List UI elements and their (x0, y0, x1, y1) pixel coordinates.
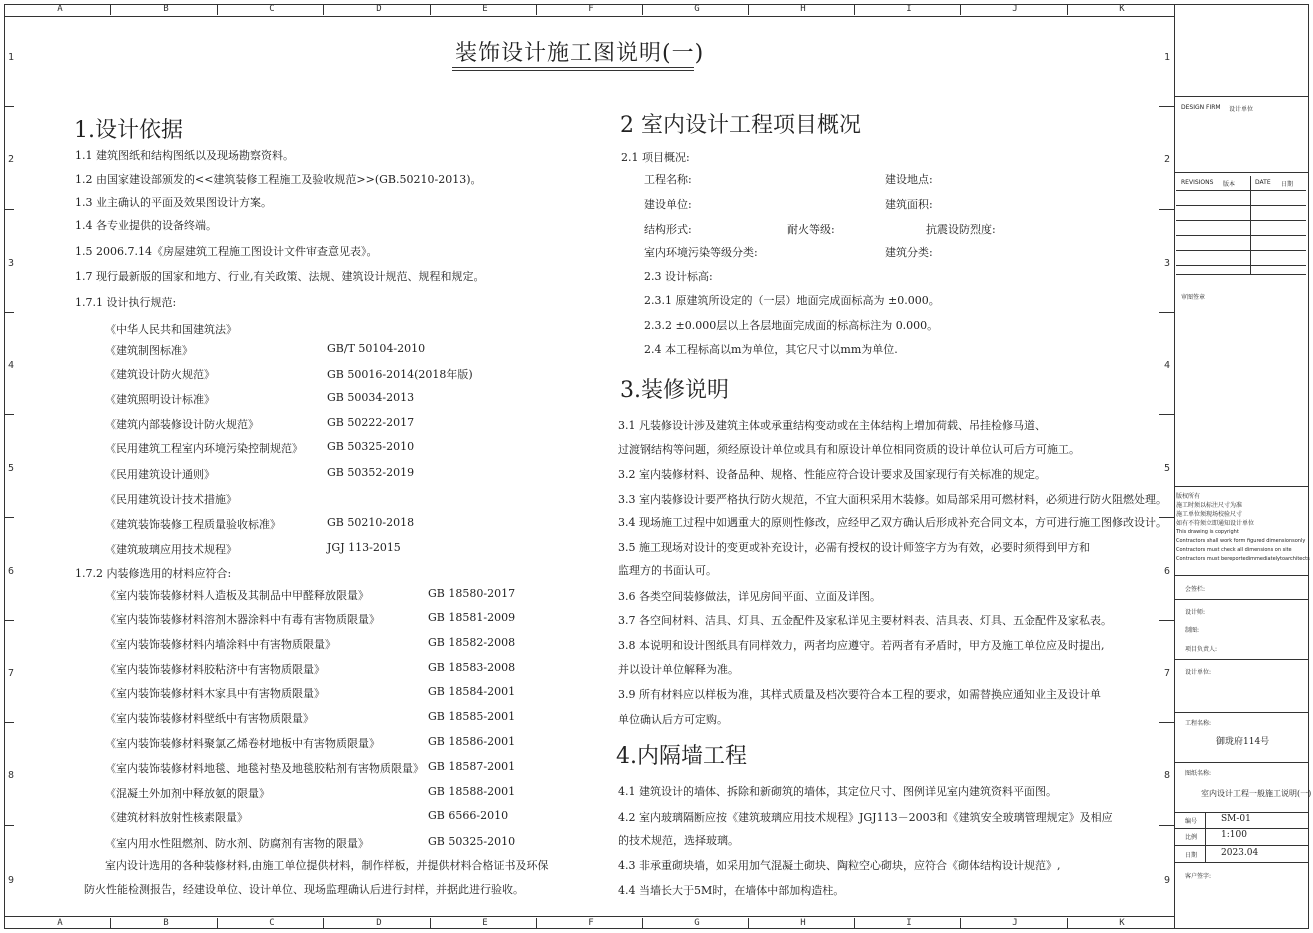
column-label: E (482, 4, 488, 14)
row-divider (4, 517, 14, 518)
column-divider (642, 918, 643, 929)
column-divider (536, 4, 537, 15)
norm-name: 《建筑内部装修设计防火规范》 (105, 418, 259, 431)
column-divider (854, 4, 855, 15)
s3-line: 3.1 凡装修设计涉及建筑主体或承重结构变动或在主体结构上增加荷载、吊挂检修马道、 (618, 419, 1046, 432)
row-label: 2 (8, 154, 15, 165)
s1-item: 1.7.1 设计执行规范: (75, 296, 177, 309)
tb-line (1205, 812, 1206, 862)
s4-line: 4.4 当墙长大于5M时，在墙体中部加构造柱。 (618, 884, 845, 897)
row-label: 4 (1164, 360, 1171, 371)
field-env-class: 室内环境污染等级分类: (644, 246, 758, 259)
row-label: 4 (8, 360, 15, 371)
tb-line (1174, 575, 1309, 576)
norm-code: GB 50325-2010 (428, 835, 516, 848)
s2-elev: 2.3 设计标高: (644, 270, 713, 283)
column-divider (217, 918, 218, 929)
row-label: 9 (1164, 875, 1171, 886)
tb-line (1174, 812, 1309, 813)
column-divider (110, 4, 111, 15)
row-label: 9 (8, 875, 15, 886)
row-label: 7 (1164, 668, 1171, 679)
column-label: K (1119, 918, 1125, 928)
s4-line: 4.2 室内玻璃隔断应按《建筑玻璃应用技术规程》JGJ113－2003和《建筑安全玻璃管理规定》及相应 (618, 811, 1113, 824)
column-divider (748, 918, 749, 929)
column-label: B (163, 918, 169, 928)
rev-row-line (1176, 265, 1306, 266)
norm-code: GB 50034-2013 (327, 391, 415, 404)
norm-code: GB 50222-2017 (327, 416, 415, 429)
column-divider (1067, 918, 1068, 929)
norm-name: 《民用建筑设计通则》 (105, 468, 215, 481)
s3-line: 并以设计单位解释为准。 (618, 663, 739, 676)
field-project-name: 工程名称: (644, 173, 692, 186)
row-divider (1159, 825, 1174, 826)
s3-line: 3.6 各类空间装修做法，详见房间平面、立面及详图。 (618, 590, 881, 603)
norm-name: 《中华人民共和国建筑法》 (105, 323, 237, 336)
tb-line (1174, 762, 1309, 763)
tb-drawing-label: 图纸名称: (1185, 770, 1212, 777)
tb-design-unit: 设计单位: (1185, 669, 1212, 676)
rev-row-line (1176, 205, 1306, 206)
norm-name: 《建筑设计防火规范》 (105, 368, 215, 381)
column-divider (323, 4, 324, 15)
norm-name: 《室内装饰装修材料溶剂木器涂料中有毒有害物质限量》 (105, 613, 380, 626)
column-label: D (376, 918, 382, 928)
row-divider (1159, 722, 1174, 723)
tb-date: DATE (1255, 179, 1271, 186)
tb-line (1174, 486, 1309, 487)
column-divider (323, 918, 324, 929)
row-label: 3 (8, 258, 15, 269)
tb-copyright: 施工时须以标注尺寸为准 (1176, 502, 1243, 509)
section-2-heading: 2 室内设计工程项目概况 (620, 113, 861, 138)
column-label: A (57, 918, 63, 928)
norm-name: 《室内用水性阻燃剂、防水剂、防腐剂有害物的限量》 (105, 837, 369, 850)
s4-line: 的技术规范，选择玻璃。 (618, 834, 739, 847)
row-divider (4, 312, 14, 313)
tb-line (1174, 599, 1309, 600)
column-divider (1067, 4, 1068, 15)
rev-row-line (1176, 220, 1306, 221)
norm-name: 《室内装饰装修材料壁纸中有害物质限量》 (105, 712, 314, 725)
row-label: 1 (1164, 52, 1171, 63)
s3-line: 监理方的书面认可。 (618, 564, 717, 577)
tb-revisions: REVISIONS (1181, 179, 1214, 186)
column-label: C (269, 4, 275, 14)
norm-code: GB 18587-2001 (428, 760, 516, 773)
column-label: B (163, 4, 169, 14)
norm-code: GB 18580-2017 (428, 587, 516, 600)
tb-project-value: 御珑府114号 (1216, 737, 1270, 747)
tb-client-sign: 客户签字: (1185, 873, 1212, 880)
s2-elev: 2.4 本工程标高以m为单位，其它尺寸以mm为单位. (644, 343, 898, 356)
s3-line: 3.8 本说明和设计图纸具有同样效力，两者均应遵守。若两者有矛盾时，甲方及施工单位应及时提出, (618, 639, 1105, 652)
norm-name: 《建筑装饰装修工程质量验收标准》 (105, 518, 281, 531)
rev-row-line (1176, 250, 1306, 251)
section-3-heading: 3.装修说明 (620, 378, 729, 403)
tb-drawing-value: 室内设计工程一般施工说明(一) (1201, 789, 1312, 798)
field-structure: 结构形式: (644, 223, 692, 236)
row-label: 8 (8, 770, 15, 781)
column-divider (960, 4, 961, 15)
norm-name: 《民用建筑工程室内环境污染控制规范》 (105, 442, 303, 455)
row-label: 3 (1164, 258, 1171, 269)
norm-code: GB 18588-2001 (428, 785, 516, 798)
column-divider (748, 4, 749, 15)
s3-line: 单位确认后方可定购。 (618, 713, 728, 726)
column-label: G (694, 4, 700, 14)
row-divider (1159, 312, 1174, 313)
norm-name: 《室内装饰装修材料内墙涂料中有害物质限量》 (105, 638, 336, 651)
norm-code: GB 6566-2010 (428, 809, 509, 822)
tb-copyright: 施工单位须现场校验尺寸 (1176, 511, 1243, 518)
field-fire-rating: 耐火等级: (787, 223, 835, 236)
tb-copyright-en: Contractors must check all dimensions on site (1176, 547, 1292, 553)
s3-line: 3.4 现场施工过程中如遇重大的原则性修改，应经甲乙双方确认后形成补充合同文本，方可进行施工图修改设计。 (618, 516, 1167, 529)
column-divider (110, 918, 111, 929)
s2-intro: 2.1 项目概况: (621, 151, 690, 164)
row-label: 2 (1164, 154, 1171, 165)
s1-sub-heading: 1.7.2 内装修选用的材料应符合: (75, 567, 232, 580)
s1-closing: 室内设计选用的各种装修材料,由施工单位提供材料，制作样板，并提供材料合格证书及环保 (105, 859, 549, 872)
column-label: I (906, 918, 912, 928)
s1-item: 1.5 2006.7.14《房屋建筑工程施工图设计文件审查意见表》。 (75, 245, 378, 258)
column-label: G (694, 918, 700, 928)
s4-line: 4.3 非承重砌块墙，如采用加气混凝土砌块、陶粒空心砌块，应符合《砌体结构设计规范》, (618, 859, 1061, 872)
section-1-heading: 1.设计依据 (74, 118, 183, 143)
row-label: 6 (1164, 566, 1171, 577)
tb-copyright: 版权所有 (1176, 493, 1201, 500)
field-owner: 建设单位: (644, 198, 692, 211)
norm-code: GB 18585-2001 (428, 710, 516, 723)
norm-code: GB/T 50104-2010 (327, 342, 426, 355)
row-divider (4, 825, 14, 826)
tb-review-stamp: 审图签章 (1181, 294, 1206, 301)
field-seismic: 抗震设防烈度: (926, 223, 996, 236)
title-underline (452, 67, 694, 68)
field-building-class: 建筑分类: (885, 246, 933, 259)
column-divider (960, 918, 961, 929)
tb-line (1174, 96, 1309, 97)
norm-name: 《室内装饰装修材料聚氯乙烯卷材地板中有害物质限量》 (105, 737, 380, 750)
row-label: 7 (8, 668, 15, 679)
tb-copyright-en: Contractors shall work form figured dimensionsonly (1176, 538, 1306, 544)
norm-code: GB 50325-2010 (327, 440, 415, 453)
s1-item: 1.4 各专业提供的设备终端。 (75, 219, 217, 232)
row-divider (1159, 620, 1174, 621)
tb-design-firm: DESIGN FIRM (1181, 104, 1221, 111)
column-label: J (1012, 918, 1018, 928)
norm-name: 《建筑玻璃应用技术规程》 (105, 543, 237, 556)
s3-line: 3.9 所有材料应以样板为准，其样式质量及档次要符合本工程的要求，如需替换应通知业主及设计单 (618, 688, 1101, 701)
row-label: 6 (8, 566, 15, 577)
row-divider (4, 722, 14, 723)
section-4-heading: 4.内隔墙工程 (616, 744, 747, 769)
tb-scale-label: 比例 (1185, 834, 1198, 841)
column-divider (536, 918, 537, 929)
row-divider (4, 414, 14, 415)
tb-no-label: 编号 (1185, 818, 1198, 825)
row-divider (1159, 209, 1174, 210)
column-label: J (1012, 4, 1018, 14)
tb-date-cn: 日期 (1281, 181, 1294, 188)
column-label: F (588, 918, 594, 928)
s3-line: 3.2 室内装修材料、设备品种、规格、性能应符合设计要求及国家现行有关标准的规定。 (618, 468, 1046, 481)
norm-code: GB 18581-2009 (428, 611, 516, 624)
column-label: A (57, 4, 63, 14)
s1-closing: 防火性能检测报告，经建设单位、设计单位、现场监理确认后进行封样，并据此进行验收。 (84, 883, 524, 896)
title-underline (452, 70, 694, 71)
norm-name: 《室内装饰装修材料胶粘济中有害物质限量》 (105, 663, 325, 676)
row-divider (1159, 106, 1174, 107)
tb-date-label: 日期 (1185, 852, 1198, 859)
row-divider (4, 106, 14, 107)
norm-name: 《室内装饰装修材料人造板及其制品中甲醛释放限量》 (105, 589, 369, 602)
row-label: 5 (1164, 463, 1171, 474)
tb-scale-value: 1:100 (1221, 830, 1247, 840)
column-label: H (800, 4, 806, 14)
tb-design-firm-cn: 设计单位 (1229, 106, 1254, 113)
norm-code: JGJ 113-2015 (327, 541, 401, 554)
norm-code: GB 18584-2001 (428, 685, 516, 698)
tb-line (1174, 712, 1309, 713)
s1-item: 1.3 业主确认的平面及效果图设计方案。 (75, 196, 272, 209)
tb-project-label: 工程名称: (1185, 720, 1212, 727)
norm-code: GB 18582-2008 (428, 636, 516, 649)
column-label: D (376, 4, 382, 14)
norm-code: GB 50210-2018 (327, 516, 415, 529)
column-label: F (588, 4, 594, 14)
rev-col-line (1250, 176, 1251, 274)
tb-line (1174, 828, 1309, 829)
field-area: 建筑面积: (885, 198, 933, 211)
column-label: I (906, 4, 912, 14)
rev-row-line (1176, 235, 1306, 236)
norm-code: GB 50016-2014(2018年版) (327, 368, 473, 381)
row-divider (4, 209, 14, 210)
column-divider (430, 918, 431, 929)
column-divider (854, 918, 855, 929)
norm-name: 《建筑材料放射性核素限量》 (105, 811, 248, 824)
norm-name: 《民用建筑设计技术措施》 (105, 493, 237, 506)
tb-no-value: SM-01 (1221, 814, 1251, 824)
page-title: 装饰设计施工图说明(一) (455, 41, 705, 66)
tb-date-value: 2023.04 (1221, 848, 1259, 858)
column-label: C (269, 918, 275, 928)
tb-copyright: 如有不符须立即通知设计单位 (1176, 520, 1255, 527)
tb-revisions-cn: 版本 (1223, 181, 1236, 188)
s2-elev: 2.3.2 ±0.000层以上各层地面完成面的标高标注为 0.000。 (644, 319, 939, 332)
tb-copyright-en: Contractors must bereportedimmediatelytoarchitects (1176, 556, 1310, 562)
row-label: 5 (8, 463, 15, 474)
field-site: 建设地点: (885, 173, 933, 186)
s1-item: 1.2 由国家建设部颁发的<<建筑装修工程施工及验收规范>>(GB.50210-2013)。 (75, 173, 482, 186)
tb-line (1174, 172, 1309, 173)
column-divider (217, 4, 218, 15)
norm-name: 《混凝土外加剂中释放氨的限量》 (105, 787, 270, 800)
column-divider (642, 4, 643, 15)
s1-item: 1.7 现行最新版的国家和地方、行业,有关政策、法规、建筑设计规范、规程和规定。 (75, 270, 485, 283)
row-divider (1159, 414, 1174, 415)
column-label: E (482, 918, 488, 928)
s3-line: 3.7 各空间材料、洁具、灯具、五金配件及家私详见主要材料表、洁具表、灯具、五金配件及家私表。 (618, 614, 1112, 627)
norm-name: 《室内装饰装修材料地毯、地毯衬垫及地毯胶粘剂有害物质限量》 (105, 762, 424, 775)
rev-row-line (1176, 274, 1306, 275)
s3-line: 3.3 室内装修设计要严格执行防火规范，不宜大面积采用木装修。如局部采用可燃材料，必须进行防火阻燃处理。 (618, 493, 1167, 506)
row-label: 1 (8, 52, 15, 63)
s4-line: 4.1 建筑设计的墙体、拆除和新砌筑的墙体，其定位尺寸、图例详见室内建筑资料平面图。 (618, 785, 1057, 798)
s2-elev: 2.3.1 原建筑所设定的（一层）地面完成面标高为 ±0.000。 (644, 294, 940, 307)
norm-name: 《建筑制图标准》 (105, 344, 193, 357)
norm-code: GB 50352-2019 (327, 466, 415, 479)
tb-line (1174, 845, 1309, 846)
norm-code: GB 18586-2001 (428, 735, 516, 748)
tb-line (1174, 862, 1309, 863)
column-label: K (1119, 4, 1125, 14)
tb-copyright-en: This drawing is copyright (1176, 529, 1239, 535)
norm-code: GB 18583-2008 (428, 661, 516, 674)
s3-line: 过渡钢结构等问题，须经原设计单位或具有和原设计单位相同资质的设计单位认可后方可施工。 (618, 443, 1080, 456)
tb-countersign: 会签栏: (1185, 586, 1206, 593)
s3-line: 3.5 施工现场对设计的变更或补充设计，必需有授权的设计师签字方为有效，必要时须得到甲方和 (618, 541, 1090, 554)
tb-drafter: 制图: (1185, 627, 1200, 634)
rev-row-line (1176, 190, 1306, 191)
row-label: 8 (1164, 770, 1171, 781)
tb-designer: 设计师: (1185, 609, 1206, 616)
tb-pm: 项目负责人: (1185, 646, 1218, 653)
row-divider (4, 620, 14, 621)
tb-line (1174, 659, 1309, 660)
column-divider (430, 4, 431, 15)
s1-item: 1.1 建筑图纸和结构图纸以及现场勘察资料。 (75, 149, 294, 162)
norm-name: 《建筑照明设计标准》 (105, 393, 215, 406)
norm-name: 《室内装饰装修材料木家具中有害物质限量》 (105, 687, 325, 700)
column-label: H (800, 918, 806, 928)
